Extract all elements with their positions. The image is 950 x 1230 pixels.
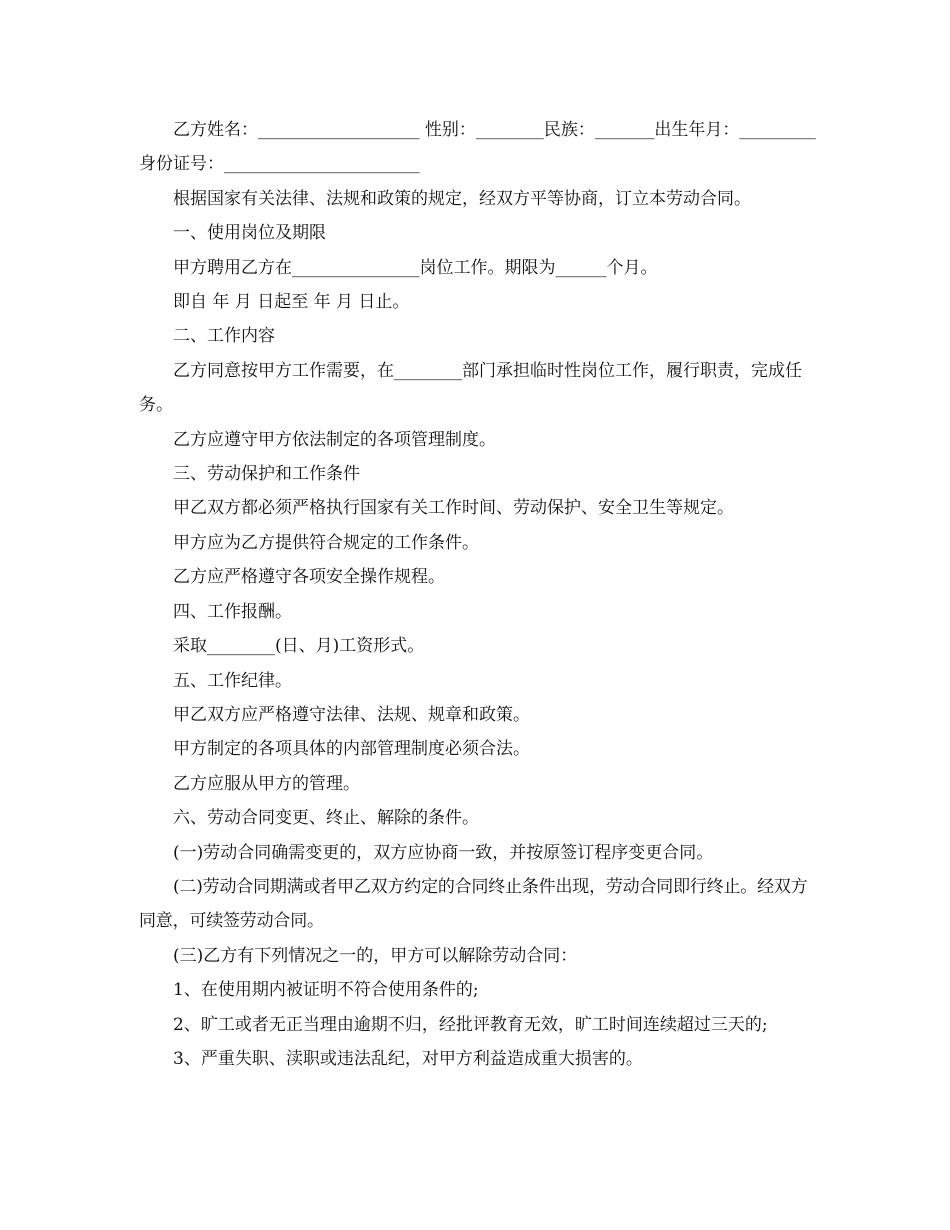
- paragraph-safety-rules: 乙方应严格遵守各项安全操作规程。: [173, 567, 445, 588]
- paragraph-clause-1: (一)劳动合同确需变更的，双方应协商一致，并按原签订程序变更合同。: [173, 842, 714, 863]
- section-heading-contract-change: 六、劳动合同变更、终止、解除的条件。: [173, 808, 479, 829]
- paragraph-rules-compliance: 乙方应遵守甲方依法制定的各项管理制度。: [173, 429, 496, 450]
- paragraph-period: 即自 年 月 日起至 年 月 日止。: [173, 292, 410, 313]
- paragraph-labor-regulations: 甲乙双方都必须严格执行国家有关工作时间、劳动保护、安全卫生等规定。: [173, 498, 734, 519]
- list-item-3: 3、严重失职、渎职或违法乱纪，对甲方利益造成重大损害的。: [173, 1048, 643, 1069]
- section-heading-labor-protection: 三、劳动保护和工作条件: [173, 464, 360, 485]
- list-item-2: 2、旷工或者无正当理由逾期不归，经批评教育无效，旷工时间连续超过三天的;: [173, 1014, 768, 1035]
- paragraph-internal-rules: 甲方制定的各项具体的内部管理制度必须合法。: [173, 739, 530, 760]
- section-heading-work-content: 二、工作内容: [173, 326, 275, 347]
- paragraph-wage-form: 采取________(日、月)工资形式。: [173, 636, 425, 657]
- paragraph-work-duty: 乙方同意按甲方工作需要，在________部门承担临时性岗位工作，履行职责，完成任务。: [139, 360, 802, 416]
- section-heading-position-term: 一、使用岗位及期限: [173, 223, 326, 244]
- list-item-1: 1、在使用期内被证明不符合使用条件的;: [173, 980, 479, 1001]
- paragraph-preamble: 根据国家有关法律、法规和政策的规定，经双方平等协商，订立本劳动合同。: [173, 188, 751, 209]
- section-heading-discipline: 五、工作纪律。: [173, 670, 292, 691]
- paragraph-obey-laws: 甲乙双方应严格遵守法律、法规、规章和政策。: [173, 704, 530, 725]
- paragraph-position: 甲方聘用乙方在_______________岗位工作。期限为______个月。: [173, 257, 658, 278]
- document-body: [139, 113, 823, 1076]
- paragraph-party-b-info: 乙方姓名：___________________ 性别：________民族：_______出生年月：_________身份证号：_______________________: [139, 120, 816, 175]
- section-heading-remuneration: 四、工作报酬。: [173, 601, 292, 622]
- paragraph-clause-3: (三)乙方有下列情况之一的，甲方可以解除劳动合同：: [173, 945, 578, 966]
- paragraph-work-conditions: 甲方应为乙方提供符合规定的工作条件。: [173, 532, 479, 553]
- paragraph-clause-2: (二)劳动合同期满或者甲乙双方约定的合同终止条件出现，劳动合同即行终止。经双方同意，可续签劳动合同。: [139, 876, 808, 932]
- paragraph-obey-management: 乙方应服从甲方的管理。: [173, 773, 360, 794]
